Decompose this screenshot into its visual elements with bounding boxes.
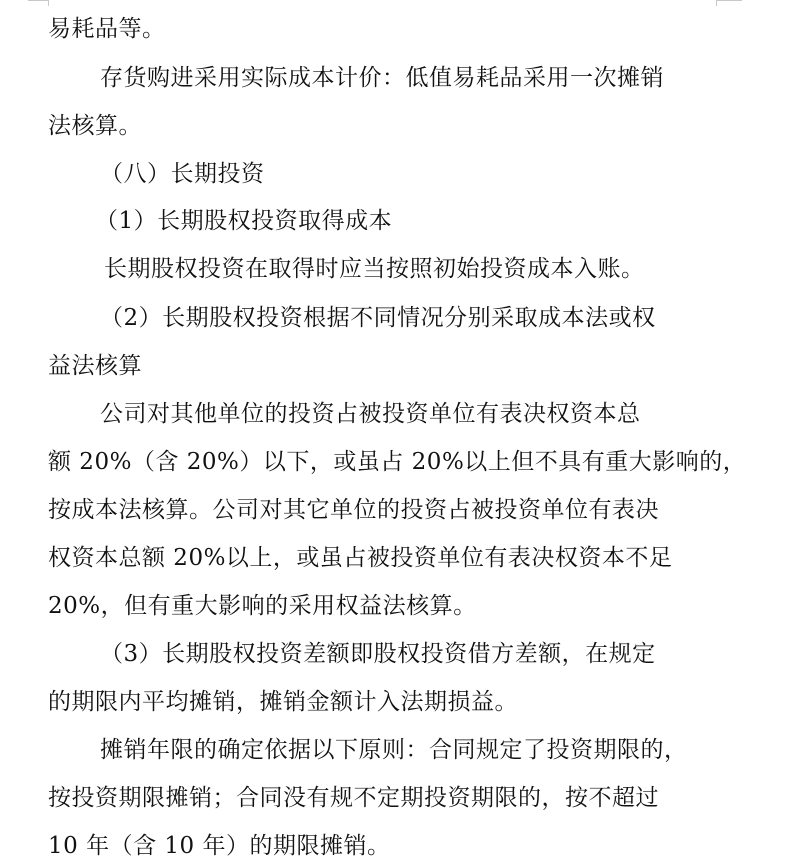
page-corner-mark-right (716, 0, 742, 1)
text-line-9: 公司对其他单位的投资占被投资单位有表决权资本总 (100, 401, 641, 427)
text-line-10: 额 20%（含 20%）以下，或虽占 20%以上但不具有重大影响的， (48, 449, 747, 475)
page-corner-mark-left-vertical (48, 0, 49, 6)
page-corner-mark-left (28, 0, 48, 1)
subheading-3: （3）长期股权投资差额即股权投资借方差额，在规定 (100, 641, 656, 667)
page-corner-mark-right-vertical (716, 0, 717, 6)
text-line-18: 10 年（含 10 年）的期限摊销。 (48, 833, 391, 859)
section-heading-long-term-investment: （八）长期投资 (100, 161, 265, 187)
text-line-8: 益法核算 (48, 353, 142, 379)
text-line-16: 摊销年限的确定依据以下原则：合同规定了投资期限的， (100, 737, 688, 763)
text-line-17: 按投资期限摊销；合同没有规不定期投资期限的，按不超过 (48, 785, 659, 811)
text-line-6: 长期股权投资在取得时应当按照初始投资成本入账。 (104, 256, 645, 282)
text-line-3: 法核算。 (48, 113, 142, 139)
text-line-13: 20%，但有重大影响的采用权益法核算。 (48, 593, 477, 619)
text-line-11: 按成本法核算。公司对其它单位的投资占被投资单位有表决 (48, 497, 659, 523)
subheading-1: （1）长期股权投资取得成本 (95, 208, 393, 234)
subheading-2: （2）长期股权投资根据不同情况分别采取成本法或权 (100, 305, 656, 331)
text-line-15: 的期限内平均摊销，摊销金额计入法期损益。 (48, 689, 518, 715)
text-line-2: 存货购进采用实际成本计价：低值易耗品采用一次摊销 (100, 65, 664, 91)
text-line-1: 易耗品等。 (48, 16, 166, 42)
text-line-12: 权资本总额 20%以上，或虽占被投资单位有表决权资本不足 (48, 545, 673, 571)
